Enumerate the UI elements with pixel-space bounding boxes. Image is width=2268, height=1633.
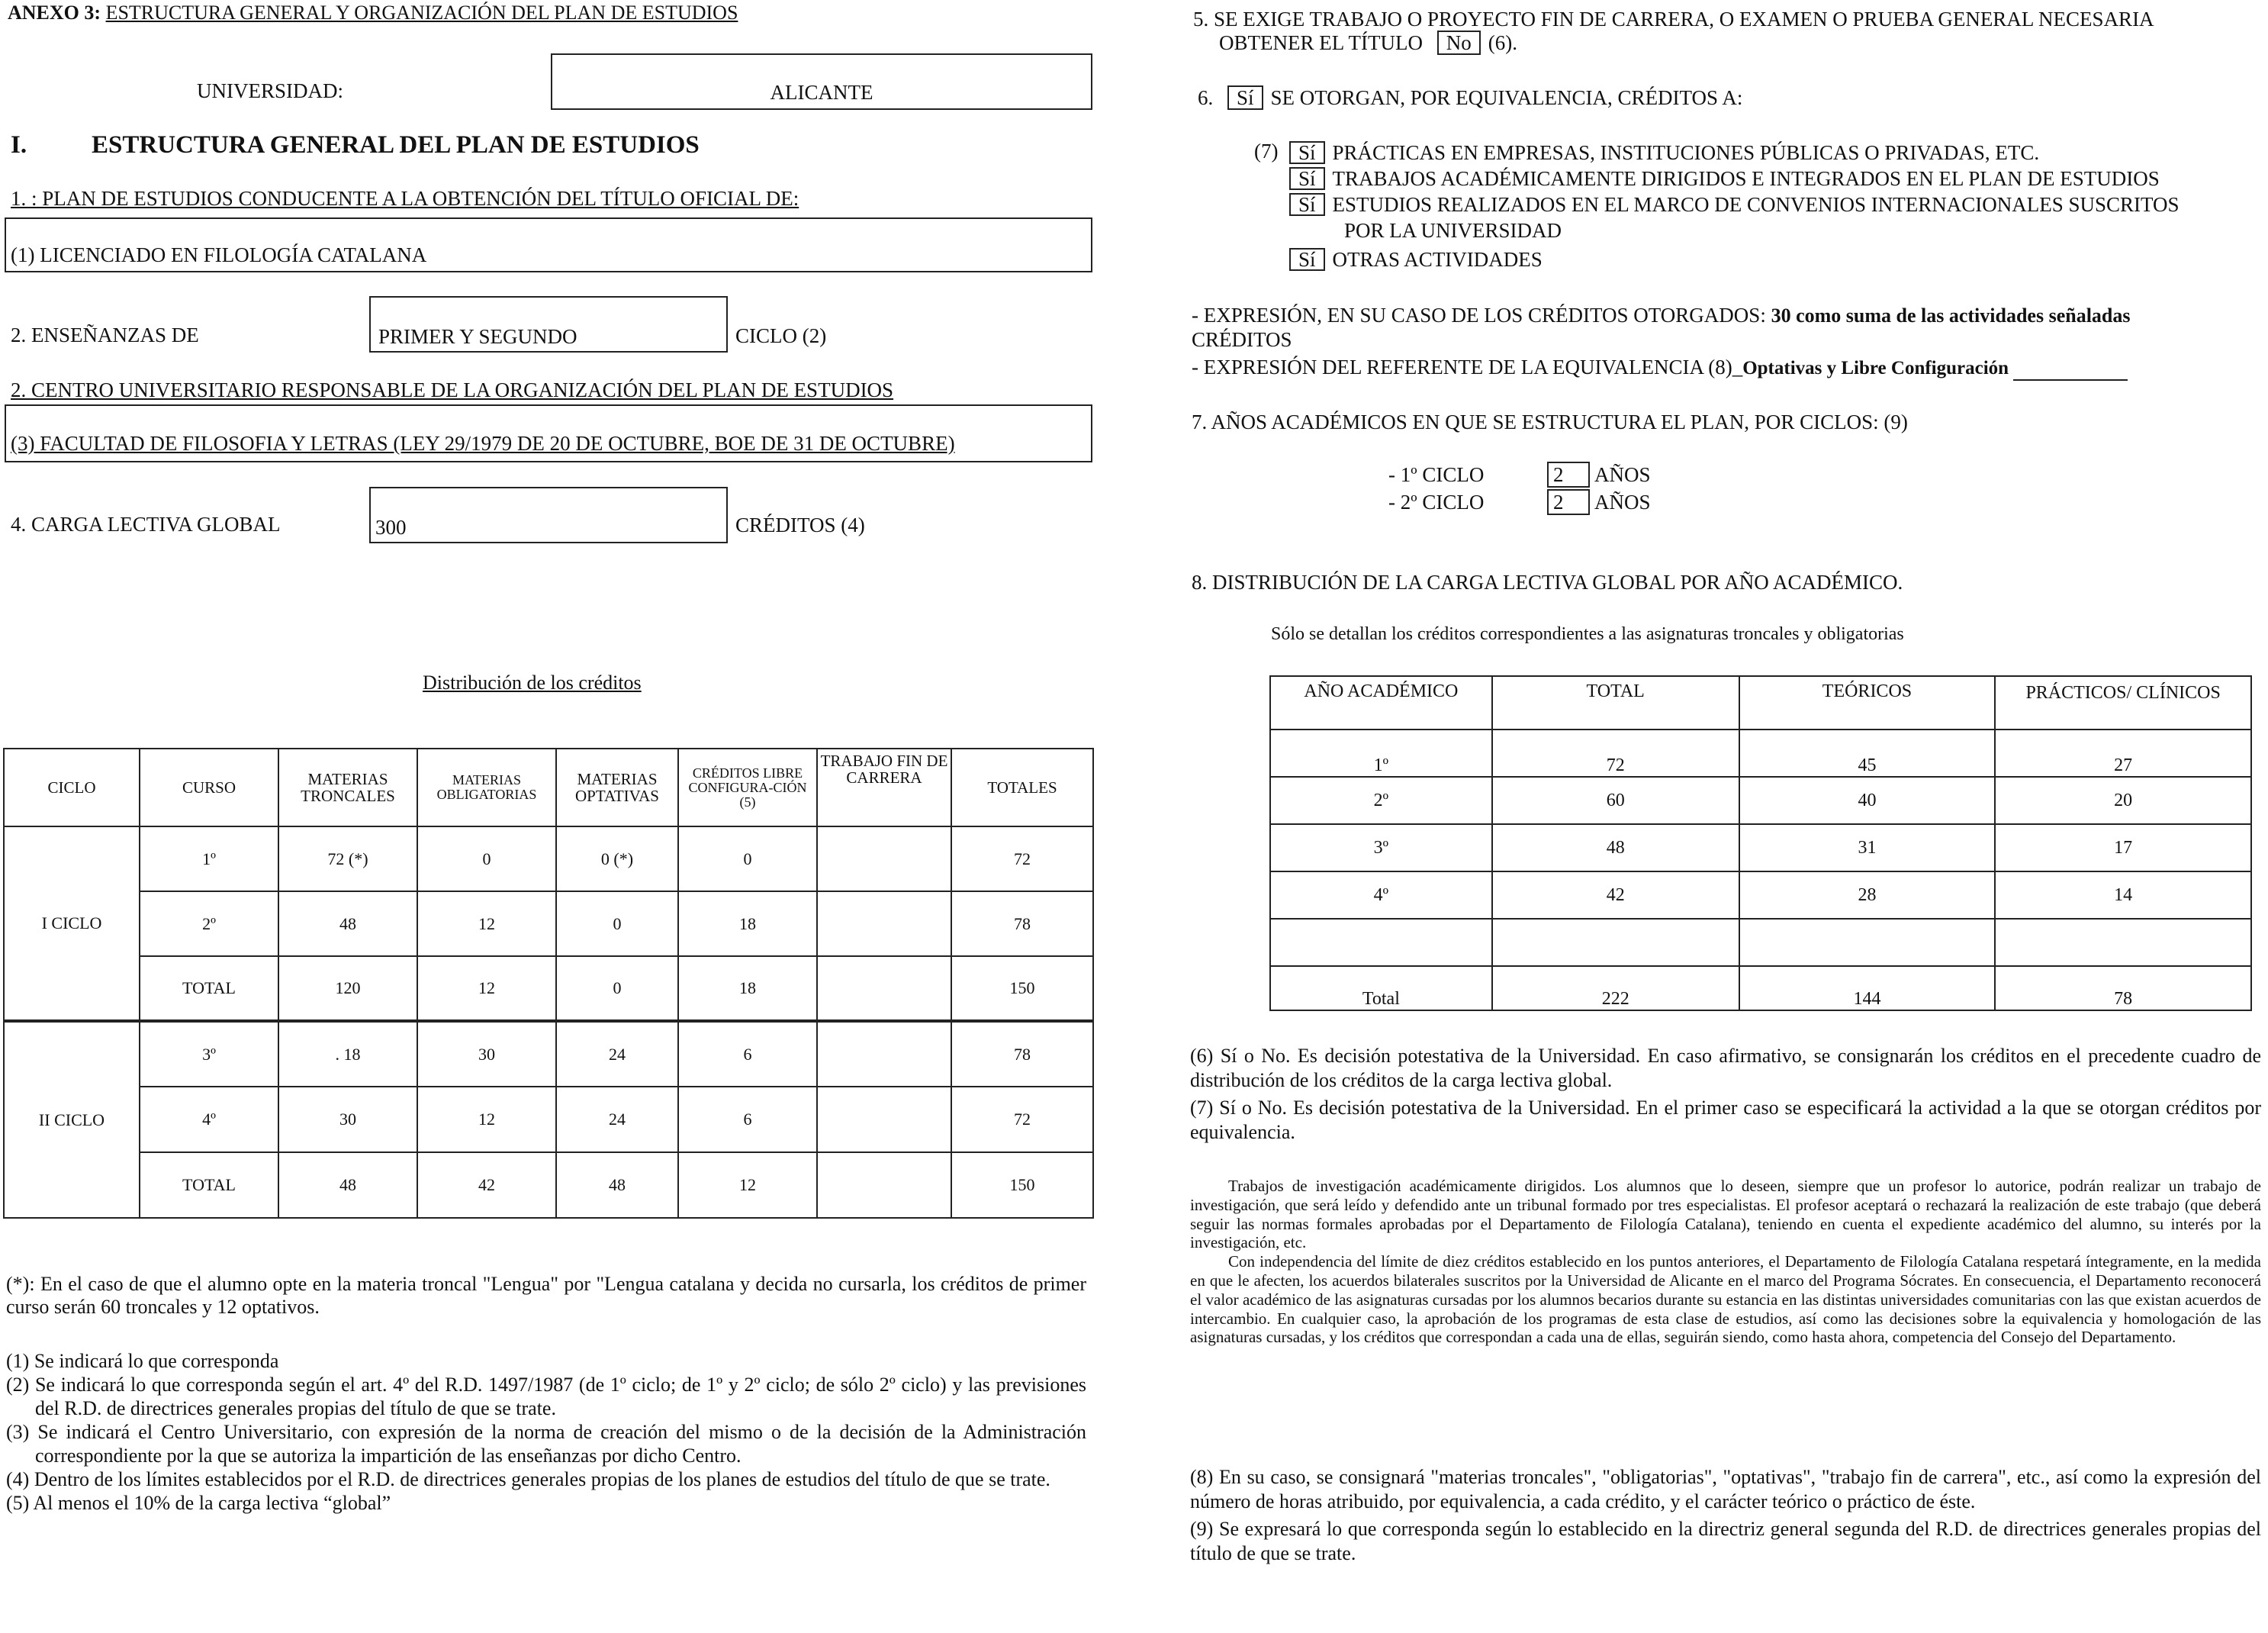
header-totales: TOTALES xyxy=(951,749,1093,826)
university-label: UNIVERSIDAD: xyxy=(197,79,343,102)
table-cell: 3º xyxy=(140,1021,278,1087)
item4-suffix: CRÉDITOS (4) xyxy=(735,514,865,536)
note-1: (1) Se indicará lo que corresponda xyxy=(6,1350,279,1372)
table-cell: 60 xyxy=(1492,777,1739,824)
center-field[interactable] xyxy=(5,404,1092,462)
table-row xyxy=(1270,824,2251,871)
table-cell xyxy=(817,1152,951,1218)
section-title: ESTRUCTURA GENERAL DEL PLAN DE ESTUDIOS xyxy=(92,131,700,159)
table-cell: 150 xyxy=(951,956,1093,1021)
equivalence-checkbox[interactable]: Sí xyxy=(1289,167,1325,190)
research-work-text xyxy=(1190,1177,2261,1347)
header-optativas: MATERIAS OPTATIVAS xyxy=(556,749,678,826)
table-cell: 0 xyxy=(556,891,678,956)
item5-answer-box[interactable]: No xyxy=(1437,31,1481,55)
item6-text: SE OTORGAN, POR EQUIVALENCIA, CRÉDITOS A: xyxy=(1270,86,1743,109)
table-cell: 150 xyxy=(951,1152,1093,1218)
note-7: (7) Sí o No. Es decisión potestativa de la Universidad. En el primer caso se especificará la actividad a la que se otorgan créditos por equivalencia. xyxy=(1190,1097,2261,1143)
table-cell: 6 xyxy=(678,1021,817,1087)
annex-title xyxy=(8,2,738,24)
item8-label: 8. DISTRIBUCIÓN DE LA CARGA LECTIVA GLOBAL POR AÑO ACADÉMICO. xyxy=(1192,571,1903,594)
table-cell xyxy=(817,826,951,891)
title-field[interactable] xyxy=(5,217,1092,272)
table-cell xyxy=(1492,919,1739,966)
item2-label: 2. ENSEÑANZAS DE xyxy=(11,324,199,346)
table-row xyxy=(4,956,1093,1021)
item2-suffix: CICLO (2) xyxy=(735,324,827,347)
table-cell xyxy=(1739,919,1996,966)
table-row xyxy=(4,1152,1093,1218)
table-cell: 12 xyxy=(417,891,556,956)
equivalence-item xyxy=(1289,166,2180,192)
table-cell: 12 xyxy=(417,956,556,1021)
years-unit: AÑOS xyxy=(1594,463,1651,486)
expression-credits xyxy=(1192,304,2131,327)
table-header-row xyxy=(1270,676,2251,730)
table-cell: 12 xyxy=(417,1087,556,1152)
item5-suffix: (6). xyxy=(1488,31,1517,54)
table-cell: 24 xyxy=(556,1021,678,1087)
note-3: (3) Se indicará el Centro Universitario, con expresión de la norma de creación del mismo o de la decisión de la Administración correspondiente por la que se autoriza la impartición de las enseñanzas por dicho Centro. xyxy=(6,1421,1086,1467)
table-cell: 30 xyxy=(278,1087,417,1152)
table-cell: 78 xyxy=(1995,966,2251,1010)
expression-reference xyxy=(1192,356,2260,381)
note-4: (4) Dentro de los límites establecidos por el R.D. de directrices generales propias de los planes de estudios del título de que se trate. xyxy=(6,1468,1050,1490)
expression-credits-label: - EXPRESIÓN, EN SU CASO DE LOS CRÉDITOS OTORGADOS: xyxy=(1192,304,1766,327)
title-value: (1) LICENCIADO EN FILOLOGÍA CATALANA xyxy=(11,243,427,266)
item5-line1: 5. SE EXIGE TRABAJO O PROYECTO FIN DE CARRERA, O EXAMEN O PRUEBA GENERAL NECESARIA xyxy=(1193,8,2154,31)
table-cell: 31 xyxy=(1739,824,1996,871)
cycle-1-cell: I CICLO xyxy=(4,826,140,1021)
table-cell: 17 xyxy=(1995,824,2251,871)
table-row xyxy=(4,891,1093,956)
table-row xyxy=(4,1087,1093,1152)
table-cell: 144 xyxy=(1739,966,1996,1010)
years-unit: AÑOS xyxy=(1594,491,1651,514)
expression-reference-value: Optativas y Libre Configuración xyxy=(1742,358,2009,378)
table-cell: 18 xyxy=(678,956,817,1021)
table-cell: 3º xyxy=(1270,824,1492,871)
table-cell: . 18 xyxy=(278,1021,417,1087)
header-practical: PRÁCTICOS/ CLÍNICOS xyxy=(1995,676,2251,730)
table-cell: 1º xyxy=(1270,730,1492,777)
equivalence-text: OTRAS ACTIVIDADES xyxy=(1332,248,1543,271)
table-cell: 2º xyxy=(1270,777,1492,824)
item1-label: 1. : PLAN DE ESTUDIOS CONDUCENTE A LA OBTENCIÓN DEL TÍTULO OFICIAL DE: xyxy=(11,187,799,210)
table-cell: 30 xyxy=(417,1021,556,1087)
header-libre-configuracion: CRÉDITOS LIBRE CONFIGURA-CIÓN (5) xyxy=(678,749,817,826)
note-9: (9) Se expresará lo que corresponda según lo establecido en la directriz general segunda del R.D. de directrices generales propias del título de que se trate. xyxy=(1190,1518,2261,1564)
table-cell: 2º xyxy=(140,891,278,956)
years-row xyxy=(1388,461,1651,488)
table-cell: 42 xyxy=(417,1152,556,1218)
university-field[interactable] xyxy=(551,53,1092,110)
years-value-box[interactable]: 2 xyxy=(1547,462,1590,488)
table-row xyxy=(1270,919,2251,966)
credits-distribution-table xyxy=(3,748,1094,1219)
table-cell: 12 xyxy=(678,1152,817,1218)
table-row xyxy=(1270,730,2251,777)
equivalence-item xyxy=(1289,246,2180,272)
header-obligatorias: MATERIAS OBLIGATORIAS xyxy=(417,749,556,826)
header-total: TOTAL xyxy=(1492,676,1739,730)
years-value-box[interactable]: 2 xyxy=(1547,489,1590,515)
table-cell: 42 xyxy=(1492,871,1739,919)
distribution-title: Distribución de los créditos xyxy=(423,672,642,694)
item5-line2 xyxy=(1219,31,1517,55)
table-row xyxy=(1270,871,2251,919)
header-trabajo-fin: TRABAJO FIN DE CARRERA xyxy=(817,749,951,826)
item8-subtitle: Sólo se detallan los créditos correspondientes a las asignaturas troncales y obligatorias xyxy=(1271,624,1904,644)
table-cell: 28 xyxy=(1739,871,1996,919)
table-cell: 78 xyxy=(951,1021,1093,1087)
years-cycle-label: - 2º CICLO xyxy=(1388,491,1485,514)
research-paragraph-1: Trabajos de investigación académicamente dirigidos. Los alumnos que lo deseen, siempre que un profesor lo autorice, podrán realizar un trabajo de investigación, que será leído y defendido ante un tribunal formado por tres especialistas. El profesor aceptará o rechazará la realización de este trabajo (que deberá seguir las normas formales aprobadas por el Departamento de Filología Catalana), teniendo en cuenta el expediente académico del alumno, su interés por la investigación, etc. xyxy=(1190,1177,2261,1252)
note-6: (6) Sí o No. Es decisión potestativa de la Universidad. En caso afirmativo, se consignarán los créditos en el precedente cuadro de distribución de los créditos de la carga lectiva global. xyxy=(1190,1045,2261,1091)
table-cell: TOTAL xyxy=(140,956,278,1021)
equivalence-checkbox[interactable]: Sí xyxy=(1289,193,1325,216)
section-roman: I. xyxy=(11,131,27,159)
cycle-2-cell: II CICLO xyxy=(4,1021,140,1218)
table-cell: 27 xyxy=(1995,730,2251,777)
table-cell xyxy=(1995,919,2251,966)
table-cell: 72 xyxy=(951,1087,1093,1152)
table-cell: 72 xyxy=(951,826,1093,891)
table-cell xyxy=(817,891,951,956)
load-value: 300 xyxy=(375,516,407,539)
table-cell: 48 xyxy=(556,1152,678,1218)
note-5: (5) Al menos el 10% de la carga lectiva “global” xyxy=(6,1492,391,1514)
note-2: (2) Se indicará lo que corresponda según el art. 4º del R.D. 1497/1987 (de 1º ciclo; de 1º y 2º ciclo; de sólo 2º ciclo) y las previsiones del R.D. de directrices generales propias del título de que se trate. xyxy=(6,1374,1086,1419)
years-list xyxy=(1388,461,1651,516)
equivalence-text: POR LA UNIVERSIDAD xyxy=(1344,219,1562,242)
equivalence-checkbox[interactable]: Sí xyxy=(1289,248,1325,271)
left-notes xyxy=(6,1349,1086,1515)
table-cell xyxy=(817,1021,951,1087)
table-cell: 4º xyxy=(140,1087,278,1152)
equivalence-text: ESTUDIOS REALIZADOS EN EL MARCO DE CONVENIOS INTERNACIONALES SUSCRITOS xyxy=(1332,193,2180,216)
center-value: (3) FACULTAD DE FILOSOFIA Y LETRAS (LEY 29/1979 DE 20 DE OCTUBRE, BOE DE 31 DE OCTUBRE) xyxy=(11,432,955,455)
table-cell: 48 xyxy=(1492,824,1739,871)
header-theoretical: TEÓRICOS xyxy=(1739,676,1996,730)
equivalence-item xyxy=(1289,192,2180,217)
table-cell xyxy=(817,956,951,1021)
star-note: (*): En el caso de que el alumno opte en la materia troncal "Lengua" por "Lengua catalana y decida no cursarla, los créditos de primer curso serán 60 troncales y 12 optativos. xyxy=(6,1273,1086,1318)
item7-label: 7. AÑOS ACADÉMICOS EN QUE SE ESTRUCTURA EL PLAN, POR CICLOS: (9) xyxy=(1192,411,1908,433)
expression-credits-cont: CRÉDITOS xyxy=(1192,328,1292,351)
item3-label: 2. CENTRO UNIVERSITARIO RESPONSABLE DE LA ORGANIZACIÓN DEL PLAN DE ESTUDIOS xyxy=(11,378,894,401)
table-cell: 0 xyxy=(556,956,678,1021)
table-row xyxy=(4,826,1093,891)
table-cell: 4º xyxy=(1270,871,1492,919)
cycle-value: PRIMER Y SEGUNDO xyxy=(378,325,577,348)
table-cell: 120 xyxy=(278,956,417,1021)
header-troncales: MATERIAS TRONCALES xyxy=(278,749,417,826)
equivalence-list xyxy=(1289,140,2180,272)
table-cell: 72 xyxy=(1492,730,1739,777)
years-row xyxy=(1388,488,1651,516)
header-year: AÑO ACADÉMICO xyxy=(1270,676,1492,730)
fill-line xyxy=(2013,356,2128,381)
item6-answer-box[interactable]: Sí xyxy=(1227,85,1263,110)
table-cell: 6 xyxy=(678,1087,817,1152)
annex-title-text: ESTRUCTURA GENERAL Y ORGANIZACIÓN DEL PLAN DE ESTUDIOS xyxy=(105,2,738,24)
note-8: (8) En su caso, se consignará "materias troncales", "obligatorias", "optativas", "trabajo fin de carrera", etc., así como la expresión del número de horas atribuido, por equivalencia, a cada crédito, y el carácter teórico o práctico de éste. xyxy=(1190,1466,2261,1512)
item6-ref: (7) xyxy=(1254,140,1279,163)
table-cell: 45 xyxy=(1739,730,1996,777)
table-cell: 0 xyxy=(678,826,817,891)
table-cell: 78 xyxy=(951,891,1093,956)
table-cell xyxy=(1270,919,1492,966)
table-row xyxy=(1270,777,2251,824)
research-paragraph-2: Con independencia del límite de diez créditos establecido en los puntos anteriores, el Departamento de Filología Catalana respetará íntegramente, en la medida en que le afecten, los acuerdos bilaterales suscritos por la Universidad de Alicante en el marco del Programa Sócrates. En consecuencia, el Departamento reconocerá el valor académico de las asignaturas cursadas por los alumnos becarios durante su estancia en las distintas universidades comunitarias con las que existan acuerdos de intercambio. En cualquier caso, la aprobación de los programas de esta clase de estudios, así como las decisiones sobre la equivalencia y homologación de las asignaturas cursadas, y los créditos que correspondan a cada una de ellas, seguirán siendo, como hasta ahora, competencia del Consejo del Departamento. xyxy=(1190,1252,2261,1347)
item5-line2-text: OBTENER EL TÍTULO xyxy=(1219,31,1423,54)
table-cell: 24 xyxy=(556,1087,678,1152)
item6-prefix: 6. xyxy=(1198,86,1214,109)
equivalence-item xyxy=(1289,140,2180,166)
years-cycle-label: - 1º CICLO xyxy=(1388,463,1485,486)
header-ciclo: CICLO xyxy=(4,749,140,826)
header-curso: CURSO xyxy=(140,749,278,826)
equivalence-text: TRABAJOS ACADÉMICAMENTE DIRIGIDOS E INTEGRADOS EN EL PLAN DE ESTUDIOS xyxy=(1332,167,2160,190)
table-cell: 48 xyxy=(278,1152,417,1218)
table-cell: 20 xyxy=(1995,777,2251,824)
expression-reference-label: - EXPRESIÓN DEL REFERENTE DE LA EQUIVALENCIA (8)_ xyxy=(1192,356,1743,378)
table-cell: 0 (*) xyxy=(556,826,678,891)
equivalence-text: PRÁCTICAS EN EMPRESAS, INSTITUCIONES PÚBLICAS O PRIVADAS, ETC. xyxy=(1332,141,2040,164)
table-cell xyxy=(817,1087,951,1152)
item4-label: 4. CARGA LECTIVA GLOBAL xyxy=(11,513,281,536)
table-cell: 72 (*) xyxy=(278,826,417,891)
load-field[interactable] xyxy=(369,487,728,543)
yearly-distribution-table xyxy=(1269,675,2252,1011)
table-row xyxy=(4,1021,1093,1087)
table-cell: 40 xyxy=(1739,777,1996,824)
table-cell: 14 xyxy=(1995,871,2251,919)
table-cell: 48 xyxy=(278,891,417,956)
item6-line xyxy=(1198,85,1742,110)
equivalence-item xyxy=(1289,217,2180,246)
table-cell: 1º xyxy=(140,826,278,891)
table-cell: 222 xyxy=(1492,966,1739,1010)
table-cell: TOTAL xyxy=(140,1152,278,1218)
table-header-row xyxy=(4,749,1093,826)
table-cell: Total xyxy=(1270,966,1492,1010)
annex-label: ANEXO 3: xyxy=(8,2,101,24)
table-row xyxy=(1270,966,2251,1010)
table-cell: 18 xyxy=(678,891,817,956)
cycle-field[interactable] xyxy=(369,296,728,353)
table-cell: 0 xyxy=(417,826,556,891)
expression-credits-value: 30 como suma de las actividades señaladas xyxy=(1771,304,2131,327)
university-value: ALICANTE xyxy=(770,81,873,104)
equivalence-checkbox[interactable]: Sí xyxy=(1289,141,1325,164)
